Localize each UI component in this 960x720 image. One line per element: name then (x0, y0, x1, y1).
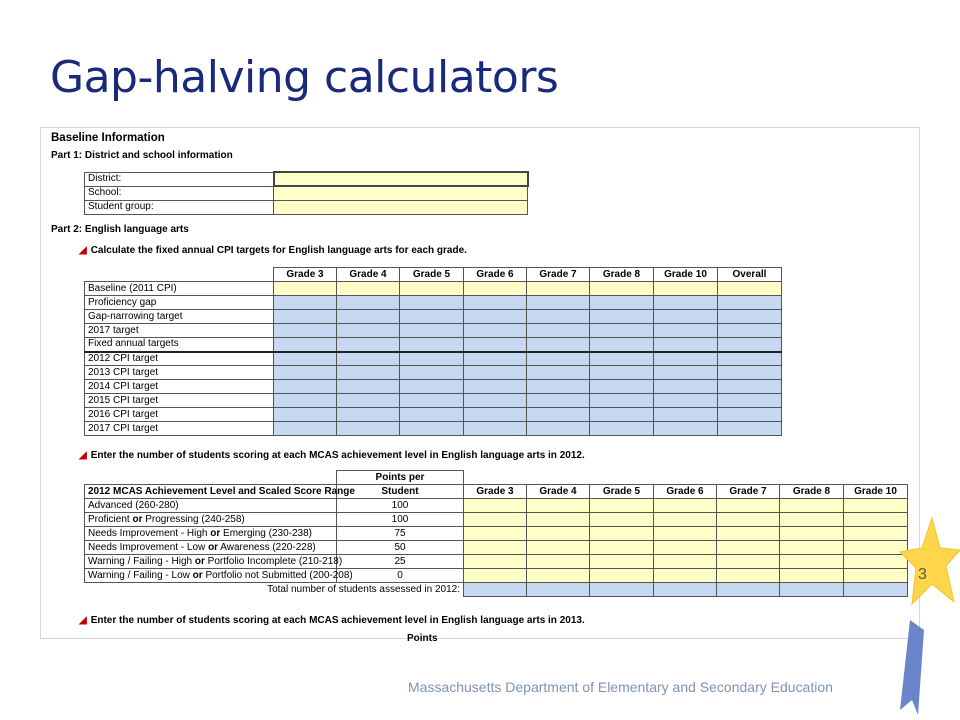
total-row (85, 583, 908, 597)
student-count-input[interactable] (717, 499, 780, 513)
calculated-cell (337, 296, 400, 310)
cpi-column-header: Grade 5 (400, 268, 464, 282)
calculated-cell (274, 352, 337, 366)
baseline-input-cell[interactable] (590, 282, 654, 296)
info-row (85, 172, 528, 186)
cpi-row-label: 2016 CPI target (85, 408, 274, 422)
student-count-input[interactable] (527, 569, 590, 583)
calculated-cell (464, 422, 527, 436)
level-or: or (132, 513, 143, 525)
mcas-header-blank (654, 471, 717, 485)
calculated-cell (400, 324, 464, 338)
level-text: Needs Improvement - High (88, 527, 211, 539)
achievement-level-label (85, 541, 337, 555)
mcas-level-row (85, 555, 908, 569)
calculated-cell (464, 338, 527, 352)
total-students-cell (464, 583, 527, 597)
student-count-input[interactable] (464, 555, 527, 569)
achievement-level-label (85, 555, 343, 569)
mcas-grade-header: Grade 5 (590, 485, 654, 499)
student-count-input[interactable] (717, 569, 780, 583)
student-count-input[interactable] (780, 541, 844, 555)
mcas-header-blank (780, 471, 844, 485)
calculated-cell (274, 296, 337, 310)
calculated-cell (527, 422, 590, 436)
calculated-cell (337, 422, 400, 436)
cpi-row-label: Baseline (2011 CPI) (85, 282, 274, 296)
cpi-column-header: Overall (718, 268, 782, 282)
cpi-row-label: Proficiency gap (85, 296, 274, 310)
baseline-input-cell[interactable] (527, 282, 590, 296)
cpi-row (85, 366, 782, 380)
mcas-header-row-top (85, 471, 908, 485)
points-value: 0 (337, 569, 464, 583)
calculated-cell (337, 394, 400, 408)
calculated-cell (400, 338, 464, 352)
level-or: or (192, 569, 203, 581)
level-text-suffix: Progressing (240-258) (142, 513, 245, 525)
calculated-cell (718, 380, 782, 394)
calculated-cell (654, 408, 718, 422)
student-count-input[interactable] (590, 541, 654, 555)
calculated-cell (718, 422, 782, 436)
calculated-cell (400, 408, 464, 422)
points-header-bottom: Student (337, 485, 464, 499)
comment-marker-icon: ◢ (79, 615, 87, 626)
mcas-header-blank (590, 471, 654, 485)
info-row (85, 186, 528, 200)
level-text: Proficient (88, 513, 133, 525)
calculated-cell (654, 366, 718, 380)
cpi-row (85, 310, 782, 324)
info-label: School: (85, 186, 274, 200)
calculated-cell (400, 310, 464, 324)
calculated-cell (337, 324, 400, 338)
calculated-cell (527, 408, 590, 422)
cpi-row-label: 2017 target (85, 324, 274, 338)
mcas-grade-header: Grade 8 (780, 485, 844, 499)
cpi-targets-table (84, 267, 782, 436)
mcas-grade-header: Grade 7 (717, 485, 780, 499)
student-count-input[interactable] (654, 527, 717, 541)
mcas-grade-header: Grade 6 (654, 485, 717, 499)
cpi-row (85, 296, 782, 310)
points-value: 100 (337, 499, 464, 513)
calculated-cell (337, 338, 400, 352)
cpi-row-label: 2015 CPI target (85, 394, 274, 408)
total-students-cell (527, 583, 590, 597)
calculated-cell (590, 338, 654, 352)
district-input[interactable] (274, 172, 528, 186)
calculated-cell (527, 310, 590, 324)
baseline-input-cell[interactable] (718, 282, 782, 296)
calculated-cell (274, 380, 337, 394)
student-count-input[interactable] (464, 513, 527, 527)
calculated-cell (718, 324, 782, 338)
calculated-cell (464, 380, 527, 394)
part1-title: Part 1: District and school information (51, 150, 233, 161)
calculated-cell (654, 352, 718, 366)
calculated-cell (590, 324, 654, 338)
cpi-column-header: Grade 8 (590, 268, 654, 282)
calculated-cell (400, 366, 464, 380)
calculated-cell (274, 310, 337, 324)
calculated-cell (400, 422, 464, 436)
calculated-cell (654, 296, 718, 310)
student-count-input[interactable] (464, 527, 527, 541)
student-count-input[interactable] (654, 541, 717, 555)
calculated-cell (527, 352, 590, 366)
calculated-cell (590, 422, 654, 436)
calculated-cell (718, 310, 782, 324)
level-text: Warning / Failing - High (88, 555, 195, 567)
calculated-cell (464, 408, 527, 422)
student-count-input[interactable] (464, 499, 527, 513)
level-text-suffix: Portfolio Incomplete (210-218) (204, 555, 343, 567)
footer-text: Massachusetts Department of Elementary and Secondary Education (408, 679, 833, 695)
student-count-input[interactable] (780, 555, 844, 569)
cpi-column-header: Grade 6 (464, 268, 527, 282)
calculated-cell (590, 394, 654, 408)
mcas-level-row (85, 513, 908, 527)
student-group-input[interactable] (274, 200, 528, 214)
mcas-header-blank (464, 471, 527, 485)
calculated-cell (527, 394, 590, 408)
mcas-level-row (85, 527, 908, 541)
calculated-cell (274, 422, 337, 436)
calculated-cell (590, 310, 654, 324)
student-count-input[interactable] (527, 527, 590, 541)
calculated-cell (654, 324, 718, 338)
spreadsheet-screenshot (40, 127, 920, 644)
calculated-cell (718, 366, 782, 380)
level-or: or (210, 527, 221, 539)
page-number: 3 (918, 566, 927, 583)
student-count-input[interactable] (717, 513, 780, 527)
calculated-cell (590, 296, 654, 310)
level-or: or (194, 555, 205, 567)
school-input[interactable] (274, 186, 528, 200)
cpi-row (85, 282, 782, 296)
cpi-row-label: 2014 CPI target (85, 380, 274, 394)
info-label: Student group: (85, 200, 274, 214)
student-count-input[interactable] (654, 555, 717, 569)
student-count-input[interactable] (590, 555, 654, 569)
level-text-suffix: Awareness (220-228) (218, 541, 316, 553)
level-header: 2012 MCAS Achievement Level and Scaled Score Range (85, 485, 337, 499)
total-students-cell (717, 583, 780, 597)
mcas2012-instruction-text: Enter the number of students scoring at each MCAS achievement level in English language arts in 2012. (90, 450, 585, 461)
student-count-input[interactable] (590, 499, 654, 513)
calculated-cell (400, 352, 464, 366)
mcas-header-blank (844, 471, 908, 485)
points-value: 75 (337, 527, 464, 541)
mcas-header-blank (527, 471, 590, 485)
calculated-cell (527, 366, 590, 380)
achievement-level-label (85, 569, 353, 583)
calculated-cell (400, 296, 464, 310)
calculated-cell (718, 394, 782, 408)
calculated-cell (464, 394, 527, 408)
mcas-header-blank (717, 471, 780, 485)
mcas-grade-header: Grade 4 (527, 485, 590, 499)
total-students-label: Total number of students assessed in 2012: (267, 583, 460, 595)
cpi-row-label: 2012 CPI target (85, 352, 274, 366)
mcas2013-points-header: Points (407, 633, 438, 644)
calculated-cell (400, 380, 464, 394)
level-text-suffix: Emerging (230-238) (220, 527, 312, 539)
student-count-input[interactable] (717, 555, 780, 569)
calculated-cell (464, 324, 527, 338)
cpi-row (85, 380, 782, 394)
calculated-cell (527, 380, 590, 394)
cpi-instruction (79, 245, 467, 256)
points-header-top: Points per (337, 471, 464, 485)
student-count-input[interactable] (717, 527, 780, 541)
cpi-row (85, 422, 782, 436)
cpi-row-label: Fixed annual targets (85, 338, 274, 352)
mcas-level-row (85, 541, 908, 555)
student-count-input[interactable] (590, 569, 654, 583)
student-count-input[interactable] (590, 527, 654, 541)
student-count-input[interactable] (464, 541, 527, 555)
calculated-cell (718, 338, 782, 352)
student-count-input[interactable] (780, 569, 844, 583)
cpi-column-header: Grade 7 (527, 268, 590, 282)
calculated-cell (527, 324, 590, 338)
student-count-input[interactable] (527, 499, 590, 513)
cpi-column-header: Grade 10 (654, 268, 718, 282)
calculated-cell (464, 352, 527, 366)
star-ribbon-decoration (896, 510, 960, 720)
baseline-input-cell[interactable] (274, 282, 337, 296)
calculated-cell (337, 366, 400, 380)
calculated-cell (400, 394, 464, 408)
student-count-input[interactable] (780, 513, 844, 527)
level-text: Needs Improvement - Low (88, 541, 209, 553)
calculated-cell (464, 296, 527, 310)
level-text: Advanced (260-280) (88, 499, 179, 511)
cpi-row-label: 2017 CPI target (85, 422, 274, 436)
points-value: 25 (337, 555, 464, 569)
cpi-column-header: Grade 3 (274, 268, 337, 282)
district-info-table (84, 171, 529, 215)
level-or: or (208, 541, 219, 553)
comment-marker-icon: ◢ (79, 245, 87, 256)
cpi-row (85, 324, 782, 338)
calculated-cell (337, 352, 400, 366)
cpi-header-row (85, 268, 782, 282)
info-row (85, 200, 528, 214)
cpi-row (85, 352, 782, 366)
comment-marker-icon: ◢ (79, 450, 87, 461)
calculated-cell (654, 380, 718, 394)
calculated-cell (590, 380, 654, 394)
calculated-cell (718, 408, 782, 422)
mcas-grade-header: Grade 10 (844, 485, 908, 499)
calculated-cell (527, 338, 590, 352)
calculated-cell (337, 310, 400, 324)
total-students-cell (654, 583, 717, 597)
total-students-cell (590, 583, 654, 597)
star-icon (900, 518, 960, 604)
level-text: Warning / Failing - Low (88, 569, 193, 581)
student-count-input[interactable] (590, 513, 654, 527)
cpi-row-label: Gap-narrowing target (85, 310, 274, 324)
achievement-level-label (85, 513, 337, 527)
mcas2013-instruction (79, 615, 585, 626)
baseline-input-cell[interactable] (337, 282, 400, 296)
mcas-level-row (85, 569, 908, 583)
student-count-input[interactable] (654, 499, 717, 513)
student-count-input[interactable] (527, 513, 590, 527)
calculated-cell (590, 366, 654, 380)
calculated-cell (527, 296, 590, 310)
calculated-cell (590, 408, 654, 422)
student-count-input[interactable] (654, 569, 717, 583)
cpi-row (85, 338, 782, 352)
mcas-2012-table (84, 470, 908, 597)
calculated-cell (464, 310, 527, 324)
calculated-cell (718, 296, 782, 310)
calculated-cell (654, 310, 718, 324)
calculated-cell (590, 352, 654, 366)
achievement-level-label (85, 527, 337, 541)
student-count-input[interactable] (717, 541, 780, 555)
calculated-cell (718, 352, 782, 366)
calculated-cell (274, 408, 337, 422)
info-label: District: (85, 172, 274, 186)
level-text-suffix: Portfolio not Submitted (200-208) (202, 569, 353, 581)
slide-title: Gap-halving calculators (50, 52, 559, 103)
cpi-header-blank (85, 268, 274, 282)
mcas-level-row (85, 499, 908, 513)
mcas-header-row (85, 485, 908, 499)
cpi-row (85, 408, 782, 422)
baseline-input-cell[interactable] (464, 282, 527, 296)
baseline-input-cell[interactable] (654, 282, 718, 296)
student-count-input[interactable] (527, 555, 590, 569)
cpi-row-label: 2013 CPI target (85, 366, 274, 380)
calculated-cell (654, 422, 718, 436)
mcas2012-instruction (79, 450, 585, 461)
calculated-cell (654, 338, 718, 352)
calculated-cell (464, 366, 527, 380)
ribbon-icon (900, 620, 924, 715)
mcas2013-instruction-text: Enter the number of students scoring at each MCAS achievement level in English language arts in 2013. (90, 615, 585, 626)
mcas-grade-header: Grade 3 (464, 485, 527, 499)
student-count-input[interactable] (527, 541, 590, 555)
calculated-cell (274, 338, 337, 352)
achievement-level-label (85, 499, 337, 513)
part2-title: Part 2: English language arts (51, 224, 189, 235)
mcas-header-blank (85, 471, 337, 485)
cpi-column-header: Grade 4 (337, 268, 400, 282)
calculated-cell (654, 394, 718, 408)
cpi-instruction-text: Calculate the fixed annual CPI targets for English language arts for each grade. (90, 245, 467, 256)
calculated-cell (337, 380, 400, 394)
calculated-cell (274, 324, 337, 338)
cpi-row (85, 394, 782, 408)
calculated-cell (274, 366, 337, 380)
points-value: 50 (337, 541, 464, 555)
student-count-input[interactable] (780, 527, 844, 541)
calculated-cell (274, 394, 337, 408)
total-students-cell (780, 583, 844, 597)
student-count-input[interactable] (654, 513, 717, 527)
baseline-input-cell[interactable] (400, 282, 464, 296)
baseline-heading: Baseline Information (51, 132, 165, 144)
points-value: 100 (337, 513, 464, 527)
student-count-input[interactable] (780, 499, 844, 513)
student-count-input[interactable] (464, 569, 527, 583)
calculated-cell (337, 408, 400, 422)
